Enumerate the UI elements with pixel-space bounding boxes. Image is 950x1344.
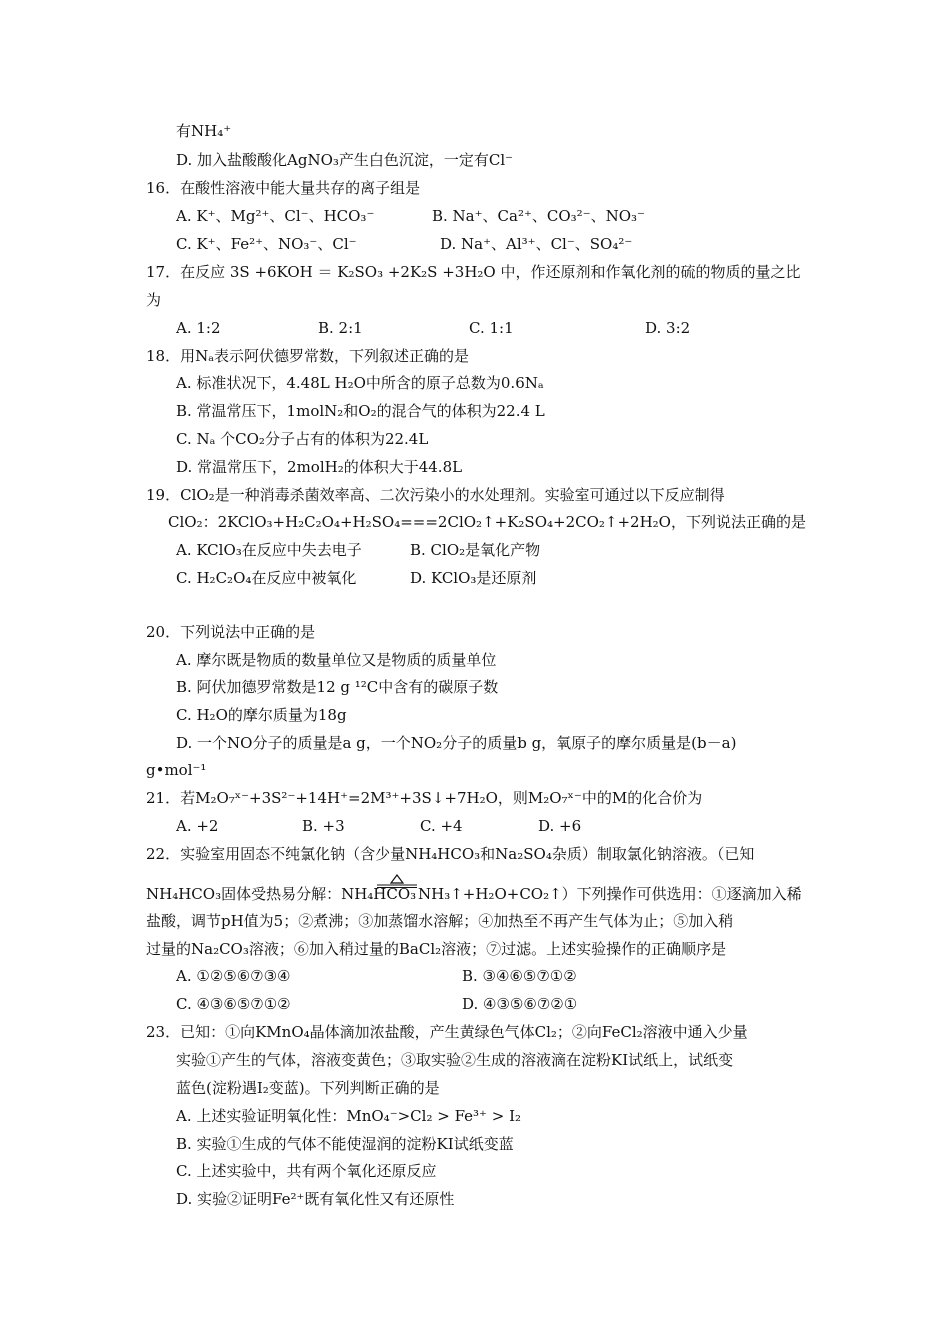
text-line: NH₃↑+H₂O+CO₂↑）下列操作可供选用：①逐滴加入稀 bbox=[418, 885, 802, 903]
option-d: D. +6 bbox=[538, 817, 582, 835]
text-line: 有NH₄⁺ bbox=[176, 122, 232, 140]
heating-arrow-icon bbox=[376, 873, 418, 887]
option-c: C. H₂O的摩尔质量为18g bbox=[176, 706, 347, 724]
text-line: NH₄HCO₃固体受热易分解：NH₄HCO₃ bbox=[146, 885, 417, 903]
option-c: C. ④③⑥⑤⑦①② bbox=[176, 995, 291, 1013]
option-c: C. 上述实验中，共有两个氧化还原反应 bbox=[176, 1162, 437, 1180]
option-a: A. 上述实验证明氧化性：MnO₄⁻>Cl₂ > Fe³⁺ > I₂ bbox=[176, 1107, 522, 1125]
text-line: 为 bbox=[146, 291, 162, 309]
option-b: B. 常温常压下，1molN₂和O₂的混合气的体积为22.4 L bbox=[176, 402, 545, 420]
option-c: C. Nₐ 个CO₂分子占有的体积为22.4L bbox=[176, 430, 429, 448]
option-a: A. K⁺、Mg²⁺、Cl⁻、HCO₃⁻ bbox=[176, 207, 375, 225]
option-a: A. KClO₃在反应中失去电子 bbox=[176, 541, 362, 559]
question-17: 17．在反应 3S +6KOH ＝ K₂SO₃ +2K₂S +3H₂O 中，作还原剂和作氧化剂的硫的物质的量之比 bbox=[146, 263, 801, 281]
option-d: D. Na⁺、Al³⁺、Cl⁻、SO₄²⁻ bbox=[440, 235, 633, 253]
option-c: C. K⁺、Fe²⁺、NO₃⁻、Cl⁻ bbox=[176, 235, 357, 253]
option-c: C. +4 bbox=[420, 817, 463, 835]
option-b: B. +3 bbox=[302, 817, 345, 835]
option-a: A. 1:2 bbox=[176, 319, 221, 337]
option-b: B. 阿伏加德罗常数是12 g ¹²C中含有的碳原子数 bbox=[176, 678, 499, 696]
text-line: 蓝色(淀粉遇I₂变蓝)。下列判断正确的是 bbox=[176, 1079, 440, 1097]
option-d: D. 一个NO分子的质量是a g，一个NO₂分子的质量b g，氧原子的摩尔质量是(b－a) bbox=[176, 734, 737, 752]
option-c: C. 1:1 bbox=[469, 319, 514, 337]
question-16: 16．在酸性溶液中能大量共存的离子组是 bbox=[146, 179, 421, 197]
option-a: A. 标准状况下，4.48L H₂O中所含的原子总数为0.6Nₐ bbox=[176, 374, 544, 392]
option-c: C. H₂C₂O₄在反应中被氧化 bbox=[176, 569, 357, 587]
option-d: D. 3:2 bbox=[645, 319, 691, 337]
question-19: 19．ClO₂是一种消毒杀菌效率高、二次污染小的水处理剂。实验室可通过以下反应制得 bbox=[146, 486, 725, 504]
text-line: 过量的Na₂CO₃溶液；⑥加入稍过量的BaCl₂溶液；⑦过滤。上述实验操作的正确顺序是 bbox=[146, 940, 727, 958]
option-b: B. ClO₂是氧化产物 bbox=[410, 541, 541, 559]
question-18: 18．用Nₐ表示阿伏德罗常数，下列叙述正确的是 bbox=[146, 347, 470, 365]
option-a: A. +2 bbox=[176, 817, 219, 835]
text-line: 实验①产生的气体，溶液变黄色；③取实验②生成的溶液滴在淀粉KI试纸上，试纸变 bbox=[176, 1051, 734, 1069]
option-b: B. 2:1 bbox=[318, 319, 363, 337]
option-d: D. 常温常压下，2molH₂的体积大于44.8L bbox=[176, 458, 463, 476]
option-a: A. 摩尔既是物质的数量单位又是物质的质量单位 bbox=[176, 651, 497, 669]
text-line: g•mol⁻¹ bbox=[146, 761, 207, 779]
option-d: D. 加入盐酸酸化AgNO₃产生白色沉淀，一定有Cl⁻ bbox=[176, 151, 514, 169]
question-20: 20．下列说法中正确的是 bbox=[146, 623, 316, 641]
option-b: B. Na⁺、Ca²⁺、CO₃²⁻、NO₃⁻ bbox=[432, 207, 645, 225]
text-line: ClO₂：2KClO₃+H₂C₂O₄+H₂SO₄===2ClO₂↑+K₂SO₄+2CO₂↑+2H₂O，下列说法正确的是 bbox=[168, 513, 806, 531]
text-line: 盐酸，调节pH值为5；②煮沸；③加蒸馏水溶解；④加热至不再产生气体为止；⑤加入稍 bbox=[146, 912, 734, 930]
option-d: D. KClO₃是还原剂 bbox=[410, 569, 537, 587]
option-b: B. ③④⑥⑤⑦①② bbox=[462, 967, 577, 985]
question-22: 22．实验室用固态不纯氯化钠（含少量NH₄HCO₃和Na₂SO₄杂质）制取氯化钠溶液。（已知 bbox=[146, 845, 755, 863]
option-d: D. 实验②证明Fe²⁺既有氧化性又有还原性 bbox=[176, 1190, 455, 1208]
question-21: 21．若M₂O₇ˣ⁻+3S²⁻+14H⁺=2M³⁺+3S↓+7H₂O，则M₂O₇ˣ⁻中的M的化合价为 bbox=[146, 789, 703, 807]
option-b: B. 实验①生成的气体不能使湿润的淀粉KI试纸变蓝 bbox=[176, 1135, 514, 1153]
option-a: A. ①②⑤⑥⑦③④ bbox=[176, 967, 291, 985]
option-d: D. ④③⑤⑥⑦②① bbox=[462, 995, 578, 1013]
question-23: 23．已知：①向KMnO₄晶体滴加浓盐酸，产生黄绿色气体Cl₂；②向FeCl₂溶液中通入少量 bbox=[146, 1023, 748, 1041]
